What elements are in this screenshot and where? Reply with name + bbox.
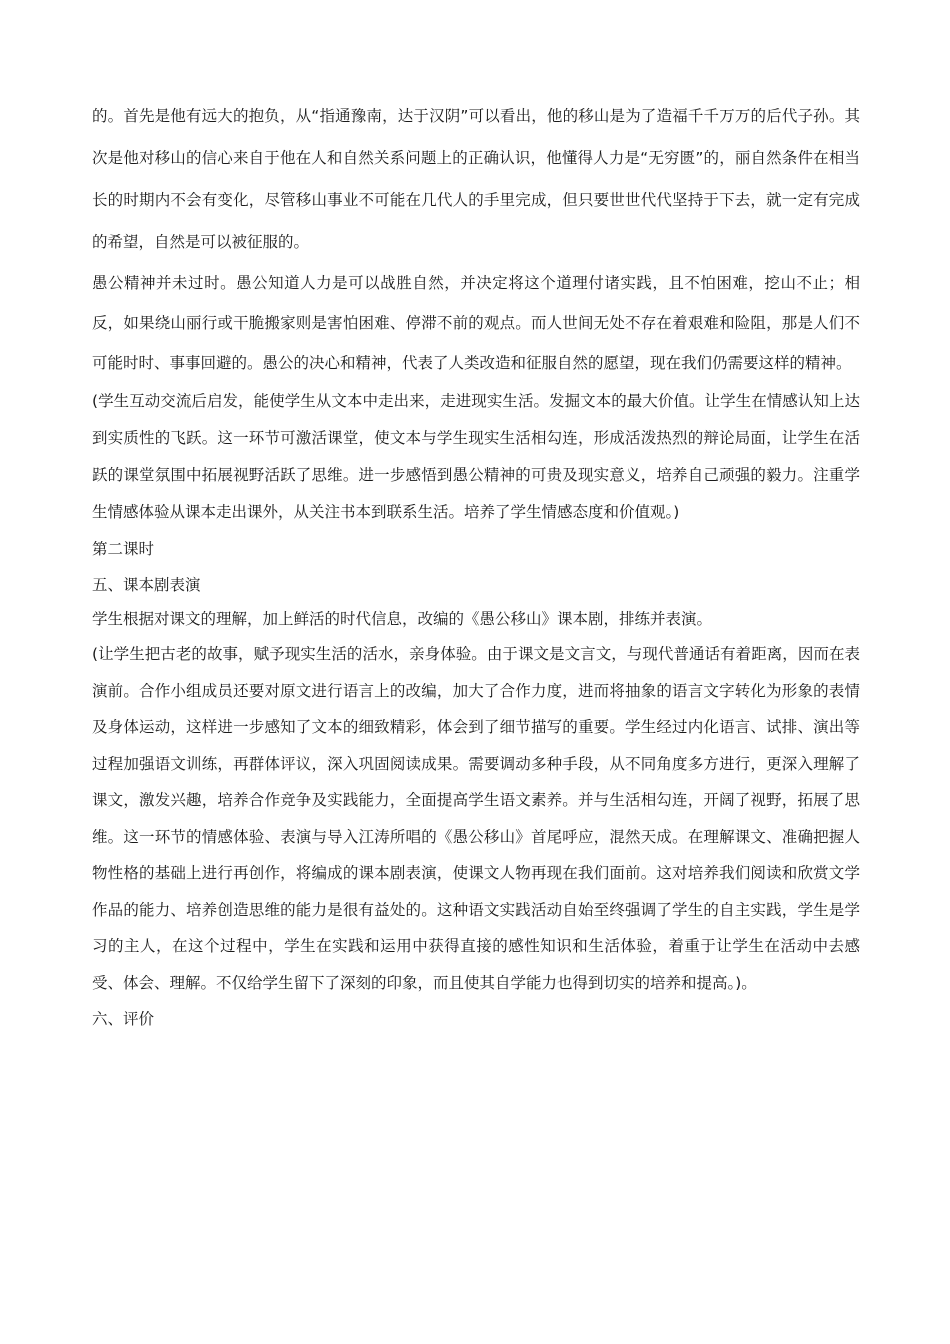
paragraph-play-adaptation: 学生根据对课文的理解，加上鲜活的时代信息，改编的《愚公移山》课本剧，排练并表演。 (92, 610, 713, 628)
paragraph-comment-interaction: (学生互动交流后启发，能使学生从文本中走出来，走进现实生活。发掘文本的最大价值。让学生在情感认知上达到实质性的飞跃。这一环节可激活课堂，使文本与学生现实生活相勾连，形成活泼热烈的辩论局面，让学生在活跃的课堂氛围中拓展视野活跃了思维。进一步感悟到愚公精神的可贵及现实意义，培养自己顽强的毅力。注重学生情感体验从课本走出课外，从关注书本到联系生活。培养了学生情感态度和价值观。) (92, 392, 860, 521)
section-heading-second-lesson: 第二课时 (92, 540, 155, 558)
document-page (92, 95, 860, 1037)
section-heading-evaluation: 六、评价 (92, 1010, 155, 1028)
paragraph-yugong-spirit: 愚公精神并未过时。愚公知道人力是可以战胜自然，并决定将这个道理付诸实践，且不怕困难，挖山不止；相反，如果绕山丽行或干脆搬家则是害怕困难、停滞不前的观点。而人世间无处不存在着艰难和险阻，那是人们不可能时时、事事回避的。愚公的决心和精神，代表了人类改造和征服自然的愿望，现在我们仍需要这样的精神。 (92, 274, 860, 372)
paragraph-comment-performance: (让学生把古老的故事，赋予现实生活的活水，亲身体验。由于课文是文言文，与现代普通话有着距离，因而在表演前。合作小组成员还要对原文进行语言上的改编，加大了合作力度，进而将抽象的语言文字转化为形象的表情及身体运动，这样进一步感知了文本的细致精彩，体会到了细节描写的重要。学生经过内化语言、试排、演出等过程加强语文训练，再群体评议，深入巩固阅读成果。需要调动多种手段，从不同角度多方进行，更深入理解了课文，激发兴趣，培养合作竞争及实践能力，全面提高学生语文素养。并与生活相勾连，开阔了视野，拓展了思维。这一环节的情感体验、表演与导入江涛所唱的《愚公移山》首尾呼应，混然天成。在理解课文、准确把握人物性格的基础上进行再创作，将编成的课本剧表演，使课文人物再现在我们面前。这对培养我们阅读和欣赏文学作品的能力、培养创造思维的能力是很有益处的。这种语文实践活动自始至终强调了学生的自主实践，学生是学习的主人，在这个过程中，学生在实践和运用中获得直接的感性知识和生活体验，着重于让学生在活动中去感受、体会、理解。不仅给学生留下了深刻的印象，而且使其自学能力也得到切实的培养和提高。)。 (92, 645, 860, 992)
section-heading-play-performance: 五、课本剧表演 (92, 576, 201, 594)
paragraph-continuation: 的。首先是他有远大的抱负，从“指通豫南，达于汉阴”可以看出，他的移山是为了造福千千万万的后代子孙。其次是他对移山的信心来自于他在人和自然关系问题上的正确认识，他懂得人力是“无穷匮”的，丽自然条件在相当长的时期内不会有变化，尽管移山事业不可能在几代人的手里完成，但只要世世代代坚持于下去，就一定有完成的希望，自然是可以被征服的。 (92, 107, 860, 251)
